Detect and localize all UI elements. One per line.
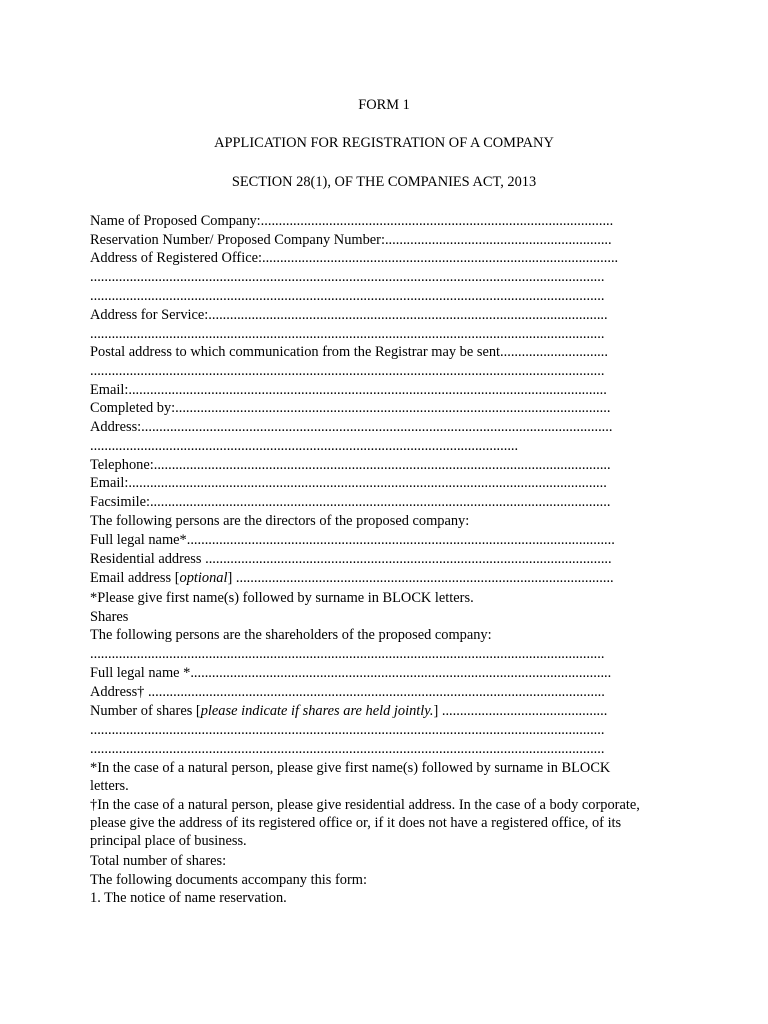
field-completed-by: Completed by:......................................................................................................................... xyxy=(90,400,611,416)
form-title: APPLICATION FOR REGISTRATION OF A COMPANY xyxy=(214,135,554,151)
director-email-prefix: Email address [ xyxy=(90,570,180,586)
documents-intro: The following documents accompany this form: xyxy=(90,872,367,888)
field-postal-address-line-2: ............................................................................................................................................... xyxy=(90,363,605,379)
form-number: FORM 1 xyxy=(358,97,410,113)
shares-number-hint: please indicate if shares are held jointly. xyxy=(200,703,434,719)
directors-intro: The following persons are the directors of the proposed company: xyxy=(90,513,470,529)
shareholder-dots-line-3: ............................................................................................................................................... xyxy=(90,741,605,757)
field-postal-address: Postal address to which communication from the Registrar may be sent.............................. xyxy=(90,344,608,360)
shares-heading: Shares xyxy=(90,609,129,625)
field-address: Address:................................................................................................................................... xyxy=(90,419,613,435)
field-address-line-2: ....................................................................................................................... xyxy=(90,438,519,454)
field-service-address-line-2: ............................................................................................................................................... xyxy=(90,326,605,342)
shareholder-full-name: Full legal name *..................................................................................................................... xyxy=(90,665,612,681)
field-facsimile: Facsimile:................................................................................................................................ xyxy=(90,494,611,510)
shareholder-address-note: †In the case of a natural person, please give residential address. In the case of a body corporate, please give the address of its registered office or, if it does not have a registered office, of its principal place of business. xyxy=(90,797,640,849)
field-email-contact: Email:..................................................................................................................................... xyxy=(90,475,607,491)
directors-note: *Please give first name(s) followed by surname in BLOCK letters. xyxy=(90,590,474,606)
director-residential-address: Residential address ................................................................................................................. xyxy=(90,551,612,567)
field-registered-office-line-2: ............................................................................................................................................... xyxy=(90,269,605,285)
shareholder-number-of-shares xyxy=(90,702,650,721)
total-shares: Total number of shares: xyxy=(90,853,227,869)
shares-number-suffix: ] .............................................. xyxy=(433,703,608,719)
form-section: SECTION 28(1), OF THE COMPANIES ACT, 2013 xyxy=(231,174,537,190)
field-email: Email:..................................................................................................................................... xyxy=(90,382,607,398)
field-registered-office: Address of Registered Office:................................................................................................... xyxy=(90,250,619,266)
field-service-address: Address for Service:............................................................................................................... xyxy=(90,307,608,323)
shareholder-dots-line-2: ............................................................................................................................................... xyxy=(90,722,605,738)
shareholders-intro: The following persons are the shareholders of the proposed company: xyxy=(90,627,492,643)
director-full-name: Full legal name*....................................................................................................................... xyxy=(90,532,615,548)
document-item-1: 1. The notice of name reservation. xyxy=(90,890,287,906)
field-reservation-number: Reservation Number/ Proposed Company Number:............................................................... xyxy=(90,232,612,248)
field-registered-office-line-3: ............................................................................................................................................... xyxy=(90,288,605,304)
field-proposed-company-name: Name of Proposed Company:.................................................................................................. xyxy=(90,213,614,229)
shareholder-address: Address† ............................................................................................................................... xyxy=(90,684,605,700)
director-email-suffix: ] ......................................................................................................... xyxy=(227,570,614,586)
shareholder-name-note: *In the case of a natural person, please give first name(s) followed by surname in BLOCK letters. xyxy=(90,760,611,794)
director-email-optional: optional xyxy=(179,570,228,586)
shareholder-dots-line: ............................................................................................................................................... xyxy=(90,646,605,662)
director-email-address xyxy=(90,569,650,588)
field-telephone: Telephone:............................................................................................................................... xyxy=(90,457,611,473)
shares-number-prefix: Number of shares [ xyxy=(90,703,201,719)
